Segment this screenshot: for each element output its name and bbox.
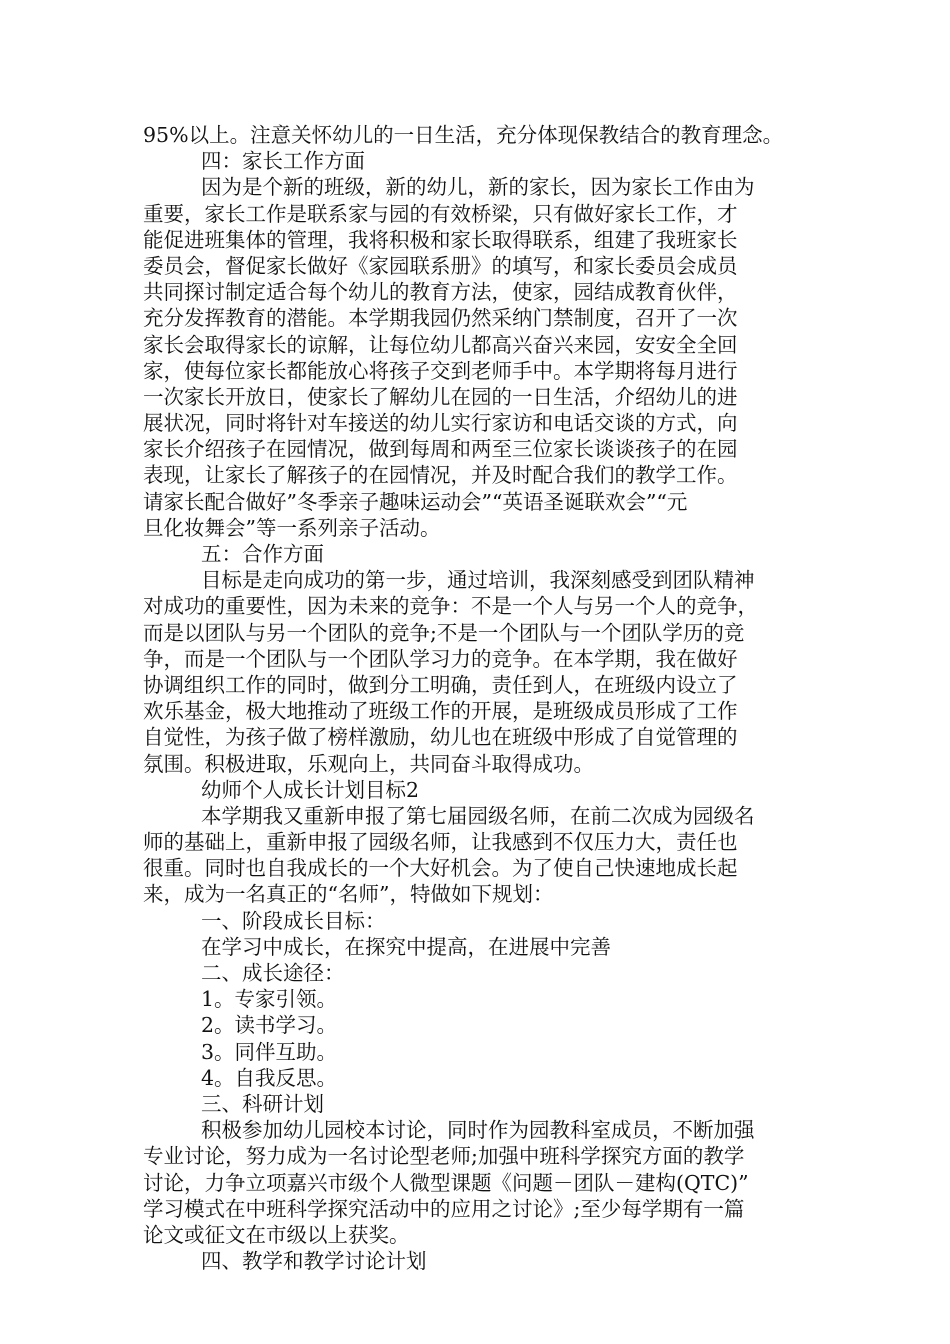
text-line: 重要，家长工作是联系家与园的有效桥梁，只有做好家长工作，才 xyxy=(143,201,738,226)
text-line: 委员会，督促家长做好《家园联系册》的填写，和家长委员会成员 xyxy=(143,253,738,278)
text-line: 讨论，力争立项嘉兴市级个人微型课题《问题－团队－建构(QTC)” xyxy=(143,1170,749,1195)
text-line: 4。自我反思。 xyxy=(201,1065,338,1090)
text-line: 五：合作方面 xyxy=(201,542,324,566)
text-line: 自觉性，为孩子做了榜样激励，幼儿也在班级中形成了自觉管理的 xyxy=(143,725,738,750)
text-line: 很重。同时也自我成长的一个大好机会。为了使自己快速地成长起 xyxy=(143,856,738,881)
text-line: 家长会取得家长的谅解，让每位幼儿都高兴奋兴来园，安安全全回 xyxy=(143,332,738,357)
text-line: 而是以团队与另一个团队的竞争;不是一个团队与一个团队学历的竞 xyxy=(143,620,745,645)
text-line: 展状况，同时将针对车接送的幼儿实行家访和电话交谈的方式，向 xyxy=(143,411,738,436)
text-line: 一、阶段成长目标： xyxy=(201,908,386,933)
text-line: 95%以上。注意关怀幼儿的一日生活，充分体现保教结合的教育理念。 xyxy=(143,123,784,147)
document-body xyxy=(143,122,823,1274)
text-line: 目标是走向成功的第一步，通过培训，我深刻感受到团队精神 xyxy=(201,568,755,593)
text-line: 氛围。积极进取，乐观向上，共同奋斗取得成功。 xyxy=(143,751,594,776)
text-line: 专业讨论，努力成为一名讨论型老师;加强中班科学探究方面的教学 xyxy=(143,1144,745,1169)
text-line: 请家长配合做好”冬季亲子趣味运动会”“英语圣诞联欢会”“元 xyxy=(143,489,688,514)
text-line: 欢乐基金，极大地推动了班级工作的开展，是班级成员形成了工作 xyxy=(143,699,738,724)
text-line: 家长介绍孩子在园情况，做到每周和两至三位家长谈谈孩子的在园 xyxy=(143,437,738,462)
text-line: 家，使每位家长都能放心将孩子交到老师手中。本学期将每月进行 xyxy=(143,358,738,383)
text-line: 论文或征文在市级以上获奖。 xyxy=(143,1222,410,1247)
text-line: 四：家长工作方面 xyxy=(201,149,365,174)
text-line: 2。读书学习。 xyxy=(201,1013,338,1038)
text-line: 来，成为一名真正的“名师”，特做如下规划： xyxy=(143,882,554,907)
text-line: 在学习中成长，在探究中提高，在进展中完善 xyxy=(201,934,611,959)
text-line: 表现，让家长了解孩子的在园情况，并及时配合我们的教学工作。 xyxy=(143,463,738,488)
text-line: 因为是个新的班级，新的幼儿，新的家长，因为家长工作由为 xyxy=(201,175,755,200)
text-line: 共同探讨制定适合每个幼儿的教育方法，使家，园结成教育伙伴， xyxy=(143,280,738,305)
text-line: 协调组织工作的同时，做到分工明确，责任到人，在班级内设立了 xyxy=(143,672,738,697)
text-line: 旦化妆舞会”等一系列亲子活动。 xyxy=(143,515,441,540)
text-line: 对成功的重要性，因为未来的竞争：不是一个人与另一个人的竞争， xyxy=(143,594,758,619)
text-line: 二、成长途径： xyxy=(201,961,345,985)
text-line: 幼师个人成长计划目标2 xyxy=(201,777,420,802)
text-line: 师的基础上，重新申报了园级名师，让我感到不仅压力大，责任也 xyxy=(143,830,738,855)
text-line: 3。同伴互助。 xyxy=(201,1039,338,1064)
text-line: 充分发挥教育的潜能。本学期我园仍然采纳门禁制度，召开了一次 xyxy=(143,306,738,331)
text-line: 争，而是一个团队与一个团队学习力的竞争。在本学期，我在做好 xyxy=(143,646,738,671)
text-line: 积极参加幼儿园校本讨论，同时作为园教科室成员，不断加强 xyxy=(201,1118,755,1143)
text-line: 四、教学和教学讨论计划 xyxy=(201,1249,427,1274)
text-line: 学习模式在中班科学探究活动中的应用之讨论》;至少每学期有一篇 xyxy=(143,1196,745,1221)
text-line: 本学期我又重新申报了第七届园级名师，在前二次成为园级名 xyxy=(201,803,755,828)
text-line: 能促进班集体的管理，我将积极和家长取得联系，组建了我班家长 xyxy=(143,227,738,252)
text-line: 一次家长开放日，使家长了解幼儿在园的一日生活，介绍幼儿的进 xyxy=(143,384,738,409)
text-line: 1。专家引领。 xyxy=(201,987,338,1012)
text-line: 三、科研计划 xyxy=(201,1091,324,1116)
